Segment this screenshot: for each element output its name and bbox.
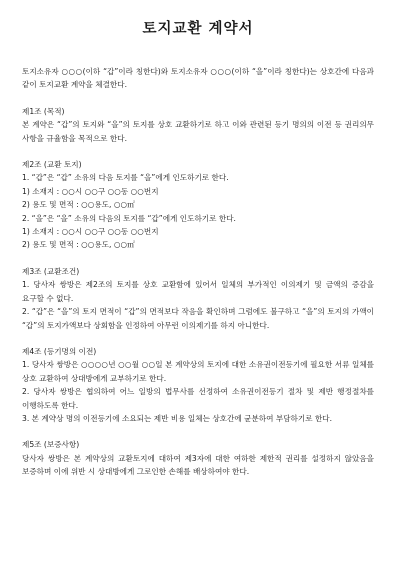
article-line: 2. “을”은 “을” 소유의 다음의 토지를 “갑”에게 인도하기로 한다. bbox=[22, 213, 236, 223]
article-2 bbox=[22, 158, 374, 252]
article-heading: 제3조 (교환조건) bbox=[22, 266, 80, 276]
article-line: 1) 소재지 : ○○시 ○○구 ○○동 ○○번지 bbox=[22, 186, 159, 196]
article-line: 2) 용도 및 면적 : ○○용도, ○○㎡ bbox=[22, 200, 135, 210]
article-line: 1) 소재지 : ○○시 ○○구 ○○동 ○○번지 bbox=[22, 227, 159, 237]
article-line: 1. 당사자 쌍방은 ○○○○년 ○○월 ○○일 본 계약상의 토지에 대한 소유권이전등기에 필요한 서류 일체를 상호 교환하여 상대방에게 교부하기로 한다. bbox=[22, 360, 374, 383]
article-5 bbox=[22, 438, 374, 478]
article-line: 2. 당사자 쌍방은 협의하여 어느 일방의 법무사를 선정하여 소유권이전등기 절차 및 제반 행정절차를 이행하도록 한다. bbox=[22, 387, 374, 410]
article-line: 2) 용도 및 면적 : ○○용도, ○○㎡ bbox=[22, 240, 135, 250]
article-line: 1. “갑”은 “갑” 소유의 다음 토지를 “을”에게 인도하기로 한다. bbox=[22, 173, 229, 183]
intro-paragraph: 토지소유자 ○○○(이하 “갑”이라 칭한다)와 토지소유자 ○○○(이하 “을”이라 칭한다)는 상호간에 다음과 같이 토지교환 계약을 체결한다. bbox=[22, 67, 374, 90]
article-3 bbox=[22, 265, 374, 332]
article-heading: 제4조 (등기명의 이전) bbox=[22, 346, 97, 356]
document-title: 토지교환 계약서 bbox=[142, 21, 254, 37]
article-line: 당사자 쌍방은 본 계약상의 교환토지에 대하여 제3자에 대한 여하한 제한적 권리를 설정하지 않았음을 보증하며 이에 위반 시 상대방에게 그로인한 손해를 배상하여야 한다. bbox=[22, 453, 374, 477]
article-heading: 제1조 (목적) bbox=[22, 106, 65, 116]
article-line: 1. 당사자 쌍방은 제2조의 토지를 상호 교환함에 있어서 일체의 부가적인 이의제기 및 금액의 증감을 요구할 수 없다. bbox=[22, 280, 374, 303]
article-heading: 제2조 (교환 토지) bbox=[22, 160, 82, 170]
article-line: 2. “갑”은 “을”의 토지 면적이 “갑”의 면적보다 작음을 확인하며 그럼에도 불구하고 “을”의 토지의 가액이 “갑”의 토지가액보다 상회함을 인정하여 아무런 이의제기를 하지 아니한다. bbox=[22, 307, 374, 330]
article-line: 본 계약은 “갑”의 토지와 “을”의 토지를 상호 교환하기로 하고 이와 관련된 등기 명의의 이전 등 권리의무 사항을 규율함을 목적으로 한다. bbox=[22, 120, 374, 143]
article-line: 3. 본 계약상 명의 이전등기에 소요되는 제반 비용 일체는 상호간에 균분하여 부담하기로 한다. bbox=[22, 413, 333, 423]
article-heading: 제5조 (보증사항) bbox=[22, 440, 80, 450]
article-1 bbox=[22, 105, 374, 145]
article-4 bbox=[22, 345, 374, 425]
